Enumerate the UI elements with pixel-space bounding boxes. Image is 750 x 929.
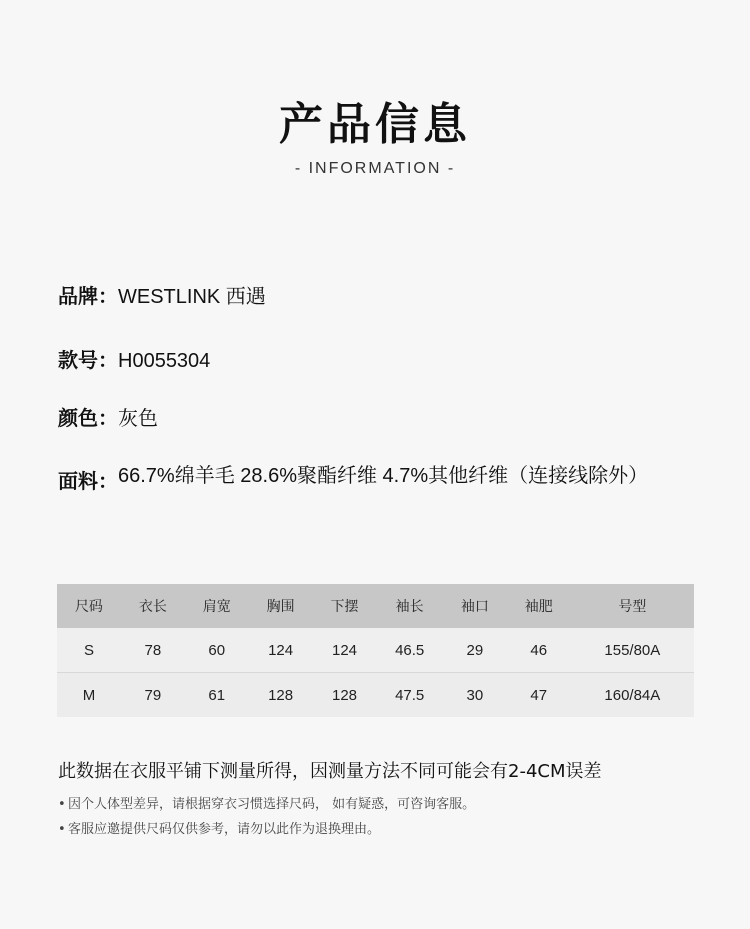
page-subtitle: - INFORMATION -: [294, 160, 456, 177]
note-item: [58, 793, 475, 812]
table-cell: 79: [121, 673, 185, 718]
table-cell: 155/80A: [571, 628, 694, 673]
color-row: [58, 402, 158, 431]
note-text: 因个人体型差异，请根据穿衣习惯选择尺码， 如有疑惑，可咨询客服。: [68, 797, 476, 812]
fabric-label: 面料：: [58, 469, 118, 493]
bullet-icon: •: [58, 822, 66, 837]
size-table: [57, 584, 694, 717]
note-item: [58, 818, 380, 837]
table-cell: 160/84A: [571, 673, 694, 718]
col-header: 衣长: [121, 584, 185, 628]
col-header: 下摆: [313, 584, 377, 628]
col-header: 肩宽: [185, 584, 249, 628]
table-cell: 128: [313, 673, 377, 718]
col-header: 胸围: [249, 584, 313, 628]
table-cell: 47.5: [376, 673, 442, 718]
table-row: [57, 673, 694, 718]
color-label: 颜色：: [58, 406, 118, 430]
table-cell: 124: [249, 628, 313, 673]
brand-label: 品牌：: [58, 284, 118, 308]
table-cell: M: [57, 673, 121, 718]
note-text: 客服应邀提供尺码仅供参考，请勿以此作为退换理由。: [68, 822, 381, 837]
bullet-icon: •: [58, 797, 66, 812]
brand-value: WESTLINK 西遇: [118, 286, 266, 308]
table-cell: 61: [185, 673, 249, 718]
size-table-header: [57, 584, 694, 628]
table-cell: 47: [507, 673, 571, 718]
page-title: 产品信息: [279, 99, 471, 150]
table-cell: 46: [507, 628, 571, 673]
table-cell: 78: [121, 628, 185, 673]
code-label: 款号：: [58, 348, 118, 372]
table-cell: 124: [313, 628, 377, 673]
col-header: 袖长: [376, 584, 442, 628]
table-cell: 46.5: [376, 628, 442, 673]
table-cell: 60: [185, 628, 249, 673]
fabric-value: 66.7%绵羊毛 28.6%聚酯纤维 4.7%其他纤维（连接线除外）: [118, 465, 649, 487]
table-cell: 128: [249, 673, 313, 718]
code-row: [58, 344, 210, 373]
col-header: 袖口: [443, 584, 507, 628]
brand-row: [58, 280, 266, 309]
measurement-note: 此数据在衣服平铺下测量所得，因测量方法不同可能会有2-4CM误差: [58, 761, 602, 782]
table-row: [57, 628, 694, 673]
table-cell: 30: [443, 673, 507, 718]
col-header: 号型: [571, 584, 694, 628]
code-value: H0055304: [118, 350, 211, 372]
col-header: 尺码: [57, 584, 121, 628]
table-cell: 29: [443, 628, 507, 673]
color-value: 灰色: [118, 408, 158, 430]
fabric-row: [58, 465, 648, 496]
col-header: 袖肥: [507, 584, 571, 628]
table-cell: S: [57, 628, 121, 673]
